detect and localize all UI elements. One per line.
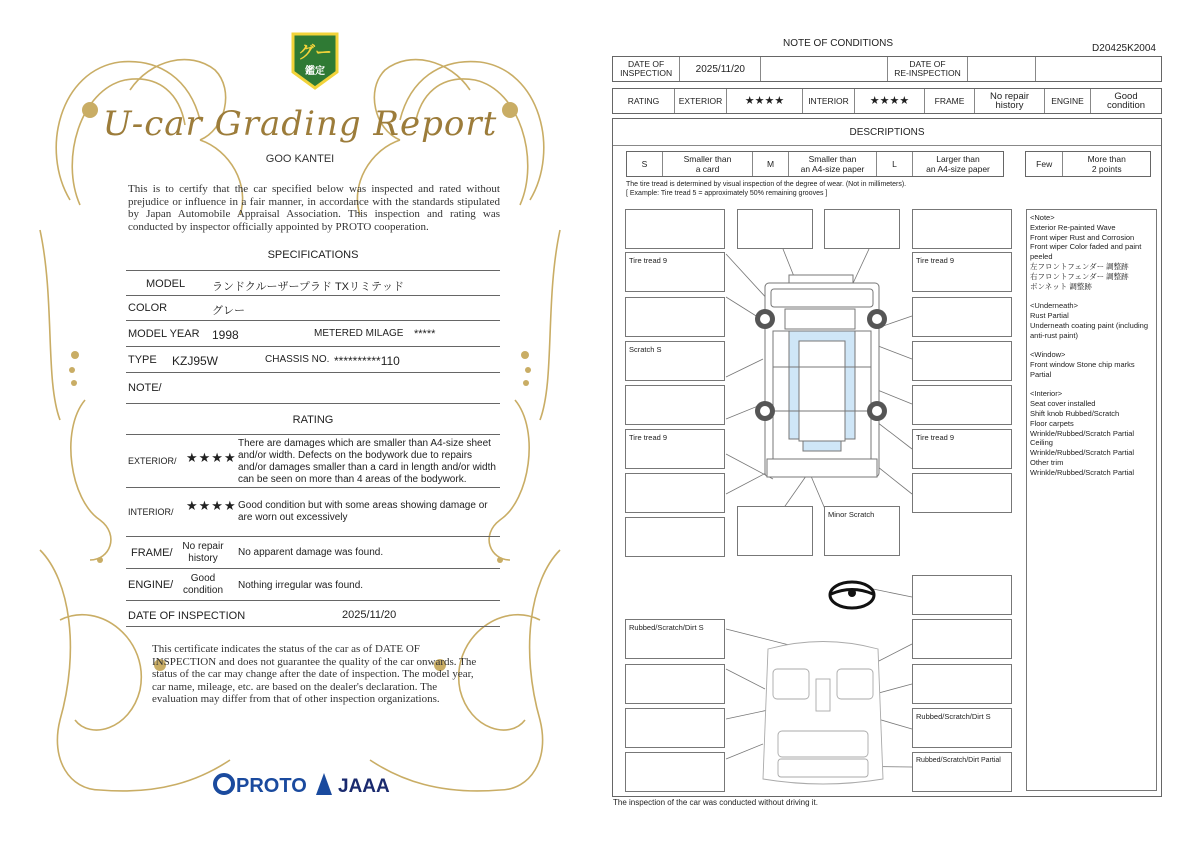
interior-description: Good condition but with some areas showing damage or are worn out excessively xyxy=(238,500,488,523)
color-label: COLOR xyxy=(128,302,168,314)
jaaa-logo-text: JAAA xyxy=(338,776,390,797)
condition-box-r9 xyxy=(912,619,1012,659)
note-label: NOTE/ xyxy=(128,382,162,394)
metered-mileage-value: ***** xyxy=(414,328,436,340)
spec-row-note xyxy=(126,373,500,404)
engine-description: Nothing irregular was found. xyxy=(238,580,364,591)
spec-row-type xyxy=(126,347,500,373)
condition-box-l8 xyxy=(625,517,725,557)
goo-kantei-badge xyxy=(287,30,343,92)
legend-l: L xyxy=(877,152,913,176)
condition-box-r11: Rubbed/Scratch/Dirt S xyxy=(912,708,1012,748)
rating-row-frame xyxy=(126,537,500,569)
certificate-subtitle: GOO KANTEI xyxy=(265,153,335,165)
note-of-conditions xyxy=(604,0,1200,848)
rating-row-interior xyxy=(126,488,500,537)
condition-box-r6: Tire tread 9 xyxy=(912,429,1012,469)
descriptions-heading: DESCRIPTIONS xyxy=(849,127,925,138)
date-of-inspection-value: 2025/11/20 xyxy=(680,57,761,81)
frame-value-2: history xyxy=(188,553,218,564)
frame-value: No repair history xyxy=(975,89,1045,113)
legend-m-desc: Smaller than an A4-size paper xyxy=(789,152,877,176)
inspection-date-value: 2025/11/20 xyxy=(342,609,397,621)
condition-box-l6: Tire tread 9 xyxy=(625,429,725,469)
condition-box-t1 xyxy=(737,209,813,249)
bottom-note: The inspection of the car was conducted without driving it. xyxy=(613,798,818,807)
condition-box-l7 xyxy=(625,473,725,513)
condition-box-r8 xyxy=(912,575,1012,615)
condition-box-r10 xyxy=(912,664,1012,704)
inspection-date-row xyxy=(126,601,500,627)
date-reinspection-label: DATE OF RE-INSPECTION xyxy=(888,57,968,81)
steering-wheel-icon xyxy=(830,582,874,608)
condition-box-l10 xyxy=(625,664,725,704)
rating-row-exterior xyxy=(126,434,500,488)
type-value: KZJ95W xyxy=(172,354,219,368)
condition-box-l2: Tire tread 9 xyxy=(625,252,725,292)
condition-box-r3 xyxy=(912,297,1012,337)
model-value: ランドクルーザープラド TXリミテッド xyxy=(212,281,405,293)
condition-box-r2: Tire tread 9 xyxy=(912,252,1012,292)
condition-box-l1 xyxy=(625,209,725,249)
interior-label: INTERIOR/ xyxy=(128,507,174,517)
engine-value: Good condition xyxy=(1106,91,1146,111)
specifications-heading: SPECIFICATIONS xyxy=(267,249,359,261)
inspection-date-label: DATE OF INSPECTION xyxy=(128,610,246,622)
engine-value-2: condition xyxy=(182,585,224,596)
certificate-intro: This is to certify that the car specified below was inspected and rated without prejudice or influence in a fair manner, in accordance with the standards stipulated by Japan Automobile Appraisal Association. This inspection and rating was conducted by inspector officially appointed by PROTO cooperation. xyxy=(128,183,500,233)
exterior-stars: ★★★★ xyxy=(727,89,803,113)
engine-label: ENGINE xyxy=(1045,89,1091,113)
condition-box-r4 xyxy=(912,341,1012,381)
condition-box-l4: Scratch S xyxy=(625,341,725,381)
exterior-stars: ★★★★ xyxy=(186,450,237,465)
rating-header-row xyxy=(612,88,1162,114)
exterior-label: EXTERIOR/ xyxy=(128,456,177,466)
condition-box-b1 xyxy=(737,506,813,556)
date-blank-1 xyxy=(761,57,888,81)
date-header-row xyxy=(612,56,1162,82)
logos xyxy=(212,770,412,798)
legend-more: More than 2 points xyxy=(1087,154,1126,174)
rating-heading: RATING xyxy=(292,414,334,426)
frame-description: No apparent damage was found. xyxy=(238,547,384,558)
notes-list: <Note> Exterior Re-painted Wave Front wiper Rust and Corrosion Front wiper Color faded and paint peeled 左フロントフェンダー 調整跡 右フロントフェンダー 調整跡 ボンネット 調整跡 <Underneath> Rust Partial Underneath coating paint (including anti-rust paint) <Window> Front window Stone chip marks Partial <Interior> Seat cover installed Shift knob Rubbed/Scratch Floor carpets Wrinkle/Rubbed/Scratch Partial Ceiling Wrinkle/Rubbed/Scratch Partial Other trim Wrinkle/Rubbed/Scratch Partial xyxy=(1026,209,1157,791)
rating-row-engine xyxy=(126,569,500,601)
proto-logo-text: PROTO xyxy=(236,775,307,797)
note-title: NOTE OF CONDITIONS xyxy=(783,38,893,49)
model-label: MODEL xyxy=(146,278,186,290)
condition-box-l9: Rubbed/Scratch/Dirt S xyxy=(625,619,725,659)
exterior-label: EXTERIOR xyxy=(675,89,727,113)
date-blank-2 xyxy=(968,57,1036,81)
proto-logo-icon xyxy=(215,775,233,793)
tire-tread-note-line-1: The tire tread is determined by visual inspection of the degree of wear. (Not in millimeters). xyxy=(626,181,907,188)
certificate-footer: This certificate indicates the status of the car as of DATE OF INSPECTION and does not guarantee the quality of the car onwards. The status of the car may change after the date of inspection. The model year, car name, mileage, etc. are based on the dealer's declaration. The evaluation may differ from that of other inspection organizations. xyxy=(152,643,477,705)
legend-s: S xyxy=(627,152,663,176)
spec-row-model-year xyxy=(126,321,500,347)
color-value: グレー xyxy=(212,305,245,317)
condition-box-r12: Rubbed/Scratch/Dirt Partial xyxy=(912,752,1012,792)
engine-label: ENGINE/ xyxy=(128,579,174,591)
date-reinspection-group xyxy=(888,57,1161,81)
model-year-value: 1998 xyxy=(212,328,239,342)
certificate-title: U-car Grading Report xyxy=(102,104,498,144)
frame-value-1: No repair xyxy=(182,541,224,552)
badge-text-bottom: 鑑定 xyxy=(305,66,325,77)
document-id: D20425K2004 xyxy=(1092,43,1156,54)
date-of-inspection-label: DATE OF INSPECTION xyxy=(613,57,680,81)
condition-box-l11 xyxy=(625,708,725,748)
spec-row-color xyxy=(126,296,500,321)
condition-box-r1 xyxy=(912,209,1012,249)
condition-box-l3 xyxy=(625,297,725,337)
condition-box-r7 xyxy=(912,473,1012,513)
spec-row-model xyxy=(126,270,500,296)
type-label: TYPE xyxy=(128,354,157,366)
descriptions-panel xyxy=(612,118,1162,797)
condition-box-r5 xyxy=(912,385,1012,425)
condition-box-l12 xyxy=(625,752,725,792)
frame-label: FRAME xyxy=(925,89,975,113)
legend-s-desc: Smaller than a card xyxy=(663,152,753,176)
condition-box-b2: Minor Scratch xyxy=(824,506,900,556)
exterior-description: There are damages which are smaller than A4-size sheet and/or width. Defects on the bodywork due to repairs and/or damages smaller than a card in length and/or width can be seen on more than 4 areas of the bodywork. xyxy=(238,438,496,485)
chassis-value: **********110 xyxy=(334,354,400,368)
chassis-label: CHASSIS NO. xyxy=(265,354,330,365)
condition-box-t2 xyxy=(824,209,900,249)
jaaa-logo-icon xyxy=(316,773,332,795)
engine-value-1: Good xyxy=(190,573,216,584)
interior-stars: ★★★★ xyxy=(855,89,925,113)
frame-label: FRAME/ xyxy=(131,547,173,559)
metered-mileage-label: METERED MILAGE xyxy=(314,328,404,339)
legend-l-desc: Larger than an A4-size paper xyxy=(926,154,990,174)
interior-stars: ★★★★ xyxy=(186,498,237,513)
interior-label: INTERIOR xyxy=(803,89,855,113)
legend-m: M xyxy=(753,152,789,176)
badge-text-top: グー xyxy=(298,43,332,63)
rating-label: RATING xyxy=(613,89,675,113)
legend-few: Few xyxy=(1026,152,1063,176)
condition-box-l5 xyxy=(625,385,725,425)
model-year-label: MODEL YEAR xyxy=(128,328,200,340)
tire-tread-note-line-2: [ Example: Tire tread 5 = approximately 50% remaining grooves ] xyxy=(626,190,828,197)
